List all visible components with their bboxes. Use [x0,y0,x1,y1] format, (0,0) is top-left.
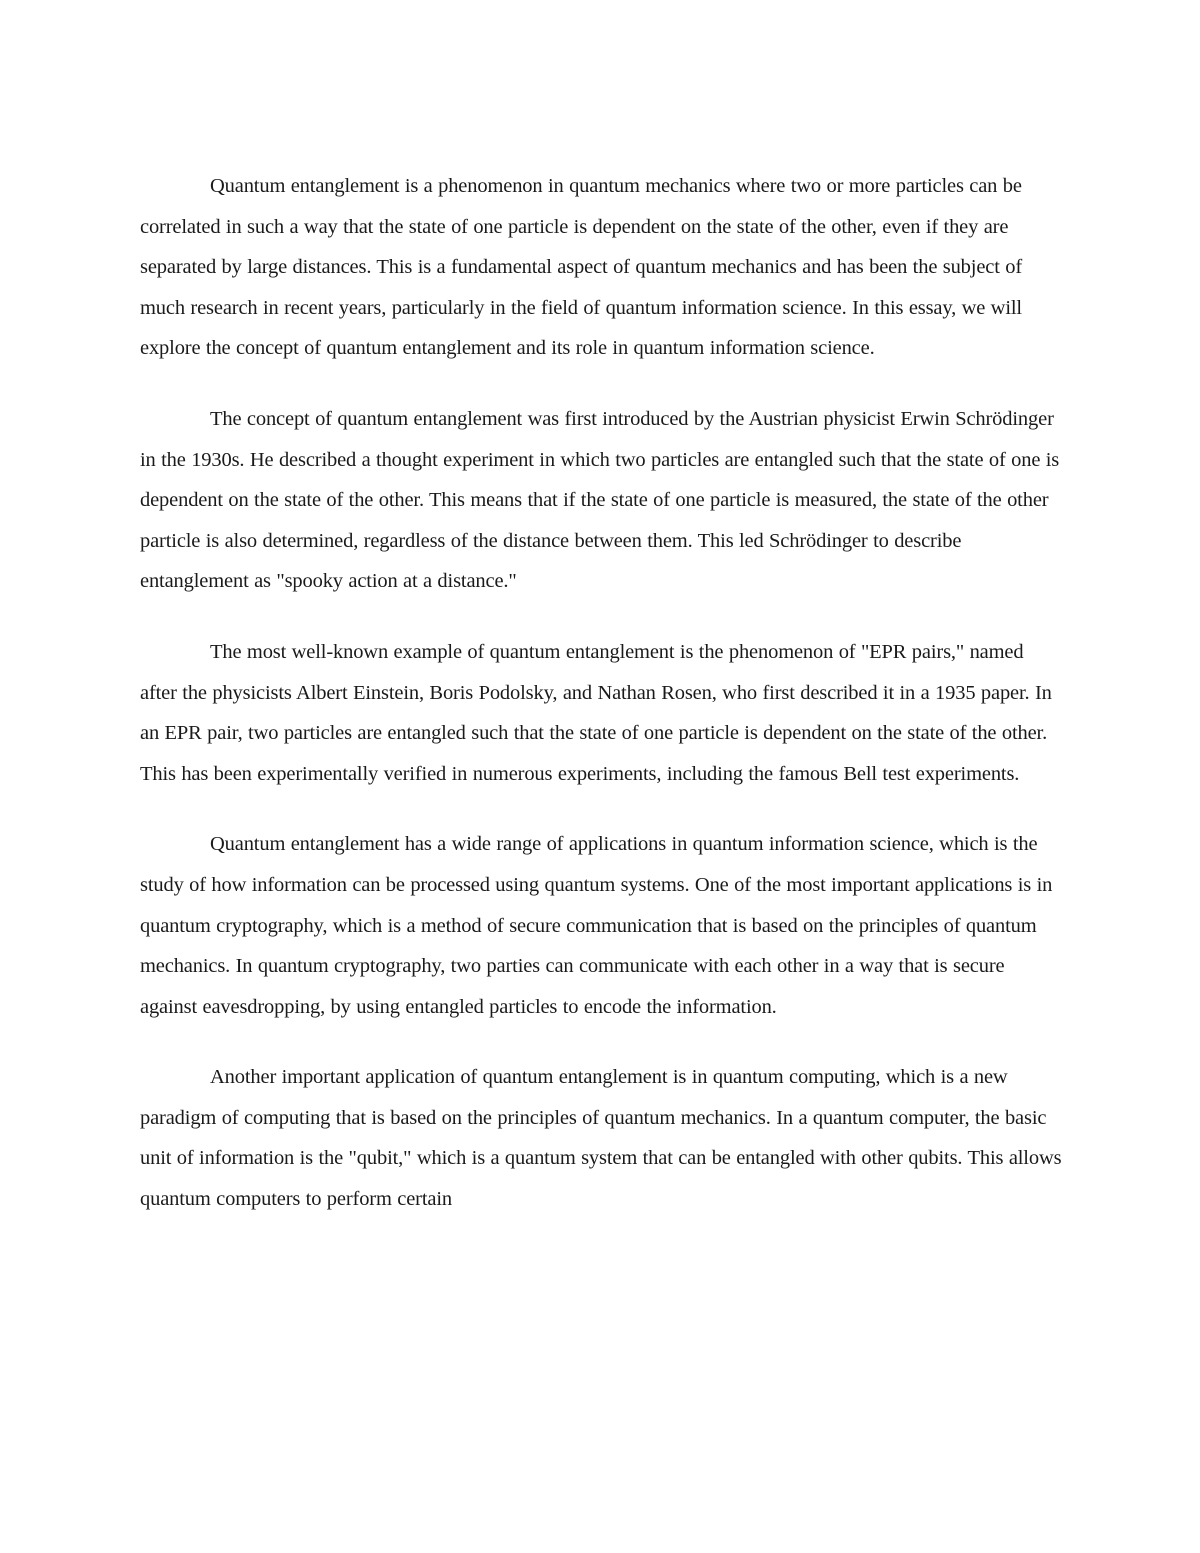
paragraph-1: Quantum entanglement is a phenomenon in quantum mechanics where two or more particles can be correlated in such a way that the state of one particle is dependent on the state of the other, even if they are separated by large distances. This is a fundamental aspect of quantum mechanics and has been the subject of much research in recent years, particularly in the field of quantum information science. In this essay, we will explore the concept of quantum entanglement and its role in quantum information science. [140,175,1023,360]
paragraph-2: The concept of quantum entanglement was first introduced by the Austrian physicist Erwin Schrödinger in the 1930s. He described a thought experiment in which two particles are entangled such that the state of one is dependent on the state of the other. This means that if the state of one particle is measured, the state of the other particle is also determined, regardless of the distance between them. This led Schrödinger to describe entanglement as "spooky action at a distance." [140,407,1060,593]
paragraph-3: The most well-known example of quantum entanglement is the phenomenon of "EPR pairs," named after the physicists Albert Einstein, Boris Podolsky, and Nathan Rosen, who first described it in a 1935 paper. In an EPR pair, two particles are entangled such that the state of one particle is dependent on the state of the other. This has been experimentally verified in numerous experiments, including the famous Bell test experiments. [140,640,1052,785]
document-body [140,166,1062,1250]
paragraph-5: Another important application of quantum entanglement is in quantum computing, which is a new paradigm of computing that is based on the principles of quantum mechanics. In a quantum computer, the basic unit of information is the "qubit," which is a quantum system that can be entangled with other qubits. This allows quantum computers to perform certain [140,1066,1062,1211]
paragraph-4: Quantum entanglement has a wide range of applications in quantum information science, which is the study of how information can be processed using quantum systems. One of the most important applications is in quantum cryptography, which is a method of secure communication that is based on the principles of quantum mechanics. In quantum cryptography, two parties can communicate with each other in a way that is secure against eavesdropping, by using entangled particles to encode the information. [140,833,1053,1018]
